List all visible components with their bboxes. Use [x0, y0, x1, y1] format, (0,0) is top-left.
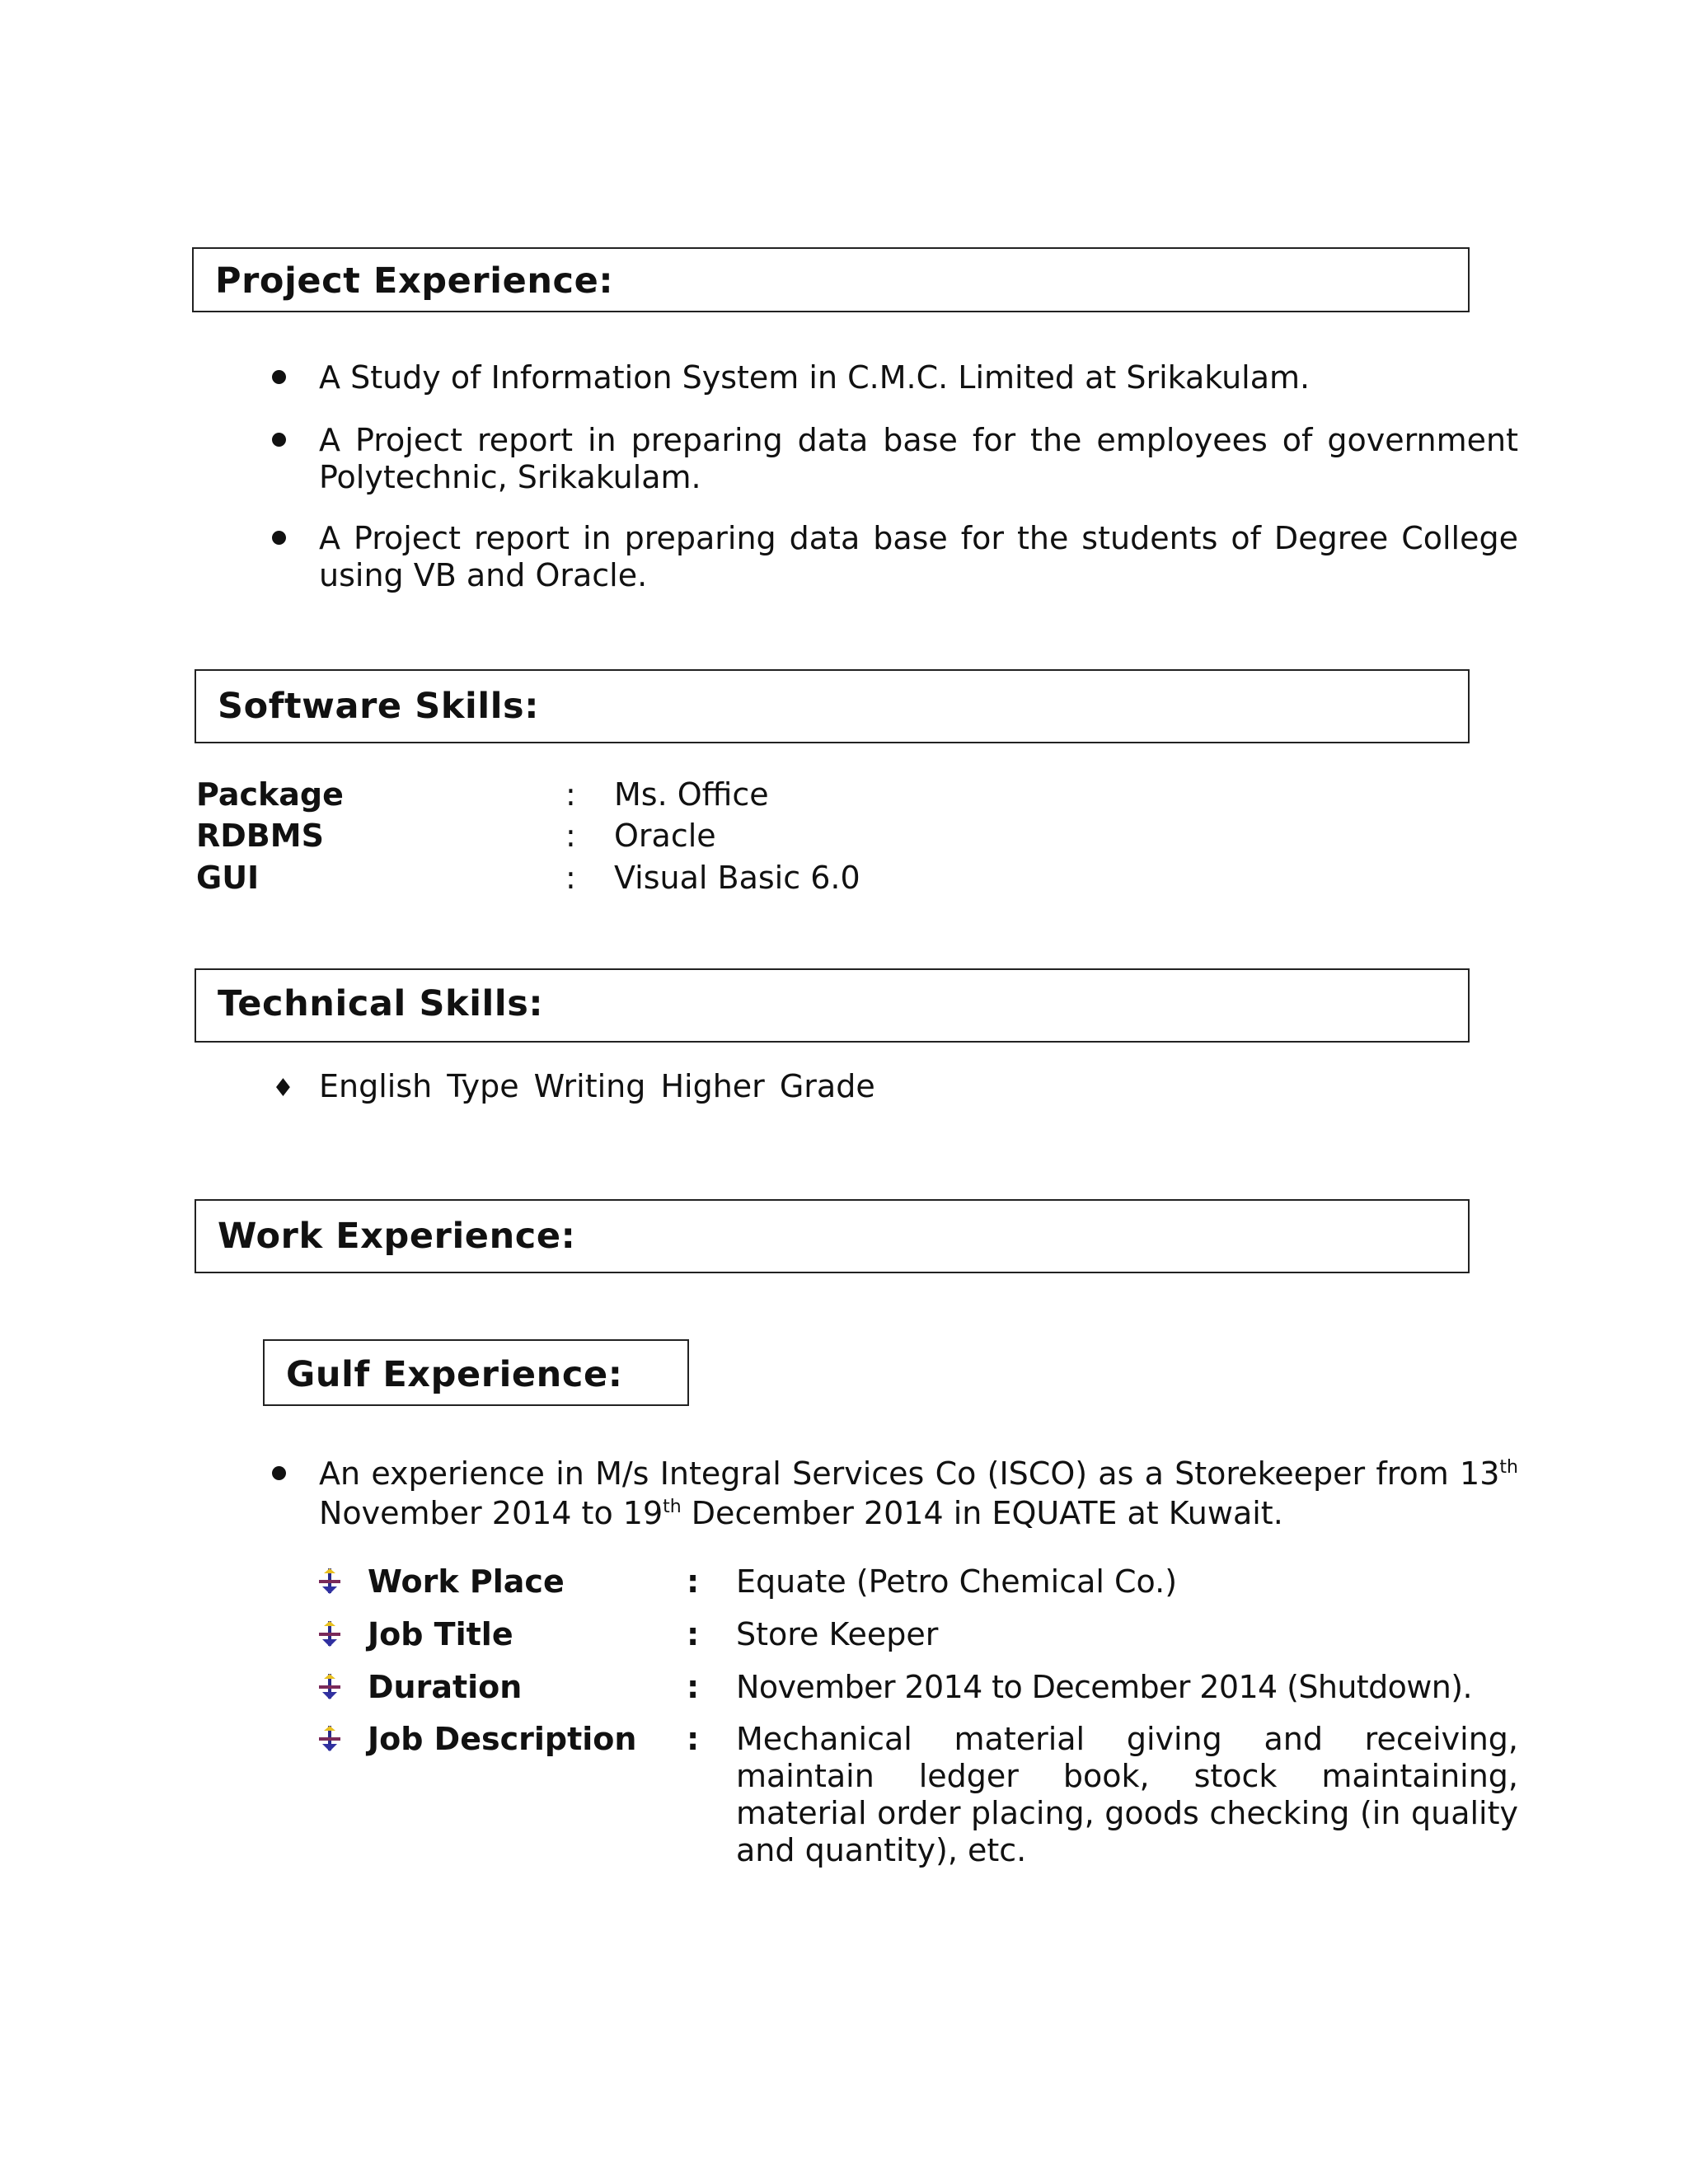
skill-value-rdbms: Oracle [614, 818, 716, 854]
gulf-experience-title: Gulf Experience: [286, 1354, 623, 1395]
project-item-3: A Project report in preparing data base for the students of Degree College using VB and Oracle. [319, 520, 1518, 593]
bullet-dot [272, 433, 286, 447]
gulf-experience-header [263, 1339, 689, 1406]
detail-value-work-place: Equate (Petro Chemical Co.) [736, 1563, 1178, 1600]
work-summary-sup2: th [663, 1497, 682, 1517]
detail-label-duration: Duration [368, 1669, 523, 1705]
diamond-bullet-icon: ♦ [272, 1074, 294, 1103]
work-summary-part3: December 2014 in EQUATE at Kuwait. [681, 1495, 1283, 1531]
arrow-bullet-icon [317, 1568, 342, 1595]
project-item-1: A Study of Information System in C.M.C. Limited at Srikakulam. [319, 359, 1311, 396]
technical-skills-title: Technical Skills: [218, 983, 544, 1024]
project-experience-title: Project Experience: [215, 260, 614, 302]
skill-label-rdbms: RDBMS [196, 818, 324, 854]
work-summary-sup1: th [1499, 1457, 1518, 1478]
arrow-bullet-icon [317, 1621, 342, 1647]
work-experience-title: Work Experience: [218, 1216, 576, 1257]
skill-colon: : [565, 860, 576, 896]
detail-label-job-title: Job Title [368, 1616, 513, 1652]
skill-label-gui: GUI [196, 860, 260, 896]
software-skills-header [195, 669, 1470, 743]
project-item-2: A Project report in preparing data base for the employees of government Polytechnic, Srikakulam. [319, 422, 1518, 495]
work-summary-part2: November 2014 to 19 [319, 1495, 663, 1531]
skill-value-package: Ms. Office [614, 776, 769, 813]
detail-label-work-place: Work Place [368, 1563, 565, 1600]
project-experience-header [192, 247, 1470, 312]
work-experience-header [195, 1199, 1470, 1273]
detail-value-job-title: Store Keeper [736, 1616, 939, 1652]
work-summary-part1: An experience in M/s Integral Services Co (ISCO) as a Storekeeper from 13 [319, 1455, 1500, 1492]
detail-value-duration: November 2014 to December 2014 (Shutdown). [736, 1669, 1472, 1705]
detail-value-job-description: Mechanical material giving and receiving, maintain ledger book, stock maintaining, material order placing, goods checking (in quality and quantity), etc. [736, 1721, 1518, 1868]
technical-skill-item: English Type Writing Higher Grade [319, 1068, 875, 1104]
detail-colon: : [687, 1721, 700, 1757]
bullet-dot [272, 1466, 286, 1480]
skill-value-gui: Visual Basic 6.0 [614, 860, 860, 896]
bullet-dot [272, 370, 286, 384]
arrow-bullet-icon [317, 1726, 342, 1752]
detail-label-job-description: Job Description [368, 1721, 637, 1757]
detail-colon: : [687, 1563, 700, 1600]
bullet-dot [272, 531, 286, 545]
detail-colon: : [687, 1669, 700, 1705]
arrow-bullet-icon [317, 1674, 342, 1700]
detail-colon: : [687, 1616, 700, 1652]
software-skills-title: Software Skills: [218, 686, 540, 727]
skill-colon: : [565, 776, 576, 813]
work-summary [319, 1454, 1518, 1533]
technical-skills-header [195, 968, 1470, 1043]
skill-label-package: Package [196, 776, 344, 813]
skill-colon: : [565, 818, 576, 854]
